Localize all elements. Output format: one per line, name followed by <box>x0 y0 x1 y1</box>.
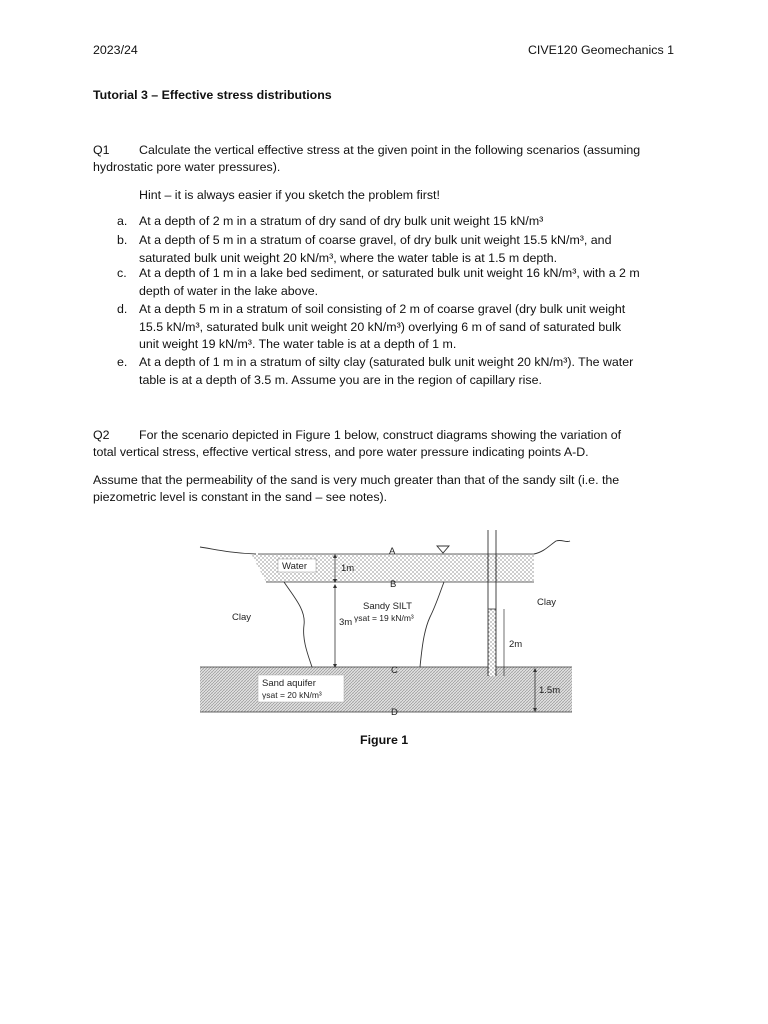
q1-item-line: unit weight 19 kN/m³. The water table is at a depth of 1 m. <box>139 337 457 351</box>
water-table-symbol <box>437 546 449 553</box>
q1-item-line: depth of water in the lake above. <box>139 283 319 298</box>
q1-text-line2: hydrostatic pore water pressures). <box>93 160 281 174</box>
q1-text-line1: Calculate the vertical effective stress at the given point in the following scenarios (assuming <box>139 143 641 157</box>
q2-para2-line2: piezometric level is constant in the sand – see notes). <box>93 490 388 504</box>
q1-hint: Hint – it is always easier if you sketch the problem first! <box>139 188 440 202</box>
q1-item-letter: a. <box>117 214 128 228</box>
q1-item-line: At a depth 5 m in a stratum of soil consisting of 2 m of coarse gravel (dry bulk unit weight <box>139 302 626 316</box>
page-title: Tutorial 3 – Effective stress distributions <box>93 88 332 102</box>
q2-label: Q2 <box>93 428 110 442</box>
q1-item-line: 15.5 kN/m³, saturated bulk unit weight 20 kN/m³) overlying 6 m of sand of saturated bulk <box>139 319 622 334</box>
dimension-1-5m-label: 1.5m <box>539 685 561 696</box>
q1-item-letter: e. <box>117 355 128 369</box>
water-label: Water <box>282 561 307 572</box>
header-course: CIVE120 Geomechanics 1 <box>527 43 674 57</box>
sand-aquifer-layer <box>200 667 572 712</box>
dimension-3m-label: 3m <box>339 617 353 628</box>
dimension-2m-label: 2m <box>509 639 523 650</box>
q2-para2-line1: Assume that the permeability of the sand is very much greater than that of the sandy silt (i.e. the <box>93 473 620 487</box>
q1-item-line: At a depth of 5 m in a stratum of coarse gravel, of dry bulk unit weight 15.5 kN/m³, and <box>139 233 612 247</box>
point-b-label: B <box>390 579 397 590</box>
sandy-silt-label: Sandy SILT <box>363 601 412 612</box>
header-year: 2023/24 <box>93 43 138 57</box>
clay-right-label: Clay <box>537 597 557 608</box>
dimension-1m-label: 1m <box>341 563 355 574</box>
sand-aquifer-label: Sand aquifer <box>262 678 316 689</box>
ground-surface-right <box>534 540 570 554</box>
q1-item-letter: b. <box>117 233 128 247</box>
ground-surface-left <box>200 547 256 554</box>
sand-gamma-label: γsat = 20 kN/m³ <box>262 690 322 700</box>
q2-text-line1: For the scenario depicted in Figure 1 below, construct diagrams showing the variation of <box>139 428 622 442</box>
q1-item-line: At a depth of 1 m in a stratum of silty clay (saturated bulk unit weight 20 kN/m³). The water <box>139 355 634 369</box>
silt-boundary-right <box>420 582 444 667</box>
standpipe-water <box>489 609 496 676</box>
point-d-label: D <box>391 707 398 718</box>
silt-boundary-left <box>284 582 312 667</box>
clay-left-label: Clay <box>232 612 252 623</box>
q1-item-line: At a depth of 1 m in a lake bed sediment, or saturated bulk unit weight 16 kN/m³, with a 2 m <box>139 266 640 280</box>
q1-label: Q1 <box>93 143 110 157</box>
q1-item-line: table is at a depth of 3.5 m. Assume you are in the region of capillary rise. <box>139 372 542 387</box>
q1-item-line: saturated bulk unit weight 20 kN/m³, where the water table is at 1.5 m depth. <box>139 250 558 265</box>
q1-item-line: At a depth of 2 m in a stratum of dry sand of dry bulk unit weight 15 kN/m³ <box>139 214 544 228</box>
figure-1-diagram <box>194 525 578 721</box>
point-a-label: A <box>389 546 396 557</box>
q1-item-letter: c. <box>117 266 127 280</box>
figure-caption: Figure 1 <box>360 733 409 747</box>
q2-text-line2: total vertical stress, effective vertical stress, and pore water pressure indicating points A-D. <box>93 445 589 459</box>
point-c-label: C <box>391 665 398 676</box>
silt-gamma-label: γsat = 19 kN/m³ <box>354 613 414 623</box>
q1-item-letter: d. <box>117 302 128 316</box>
